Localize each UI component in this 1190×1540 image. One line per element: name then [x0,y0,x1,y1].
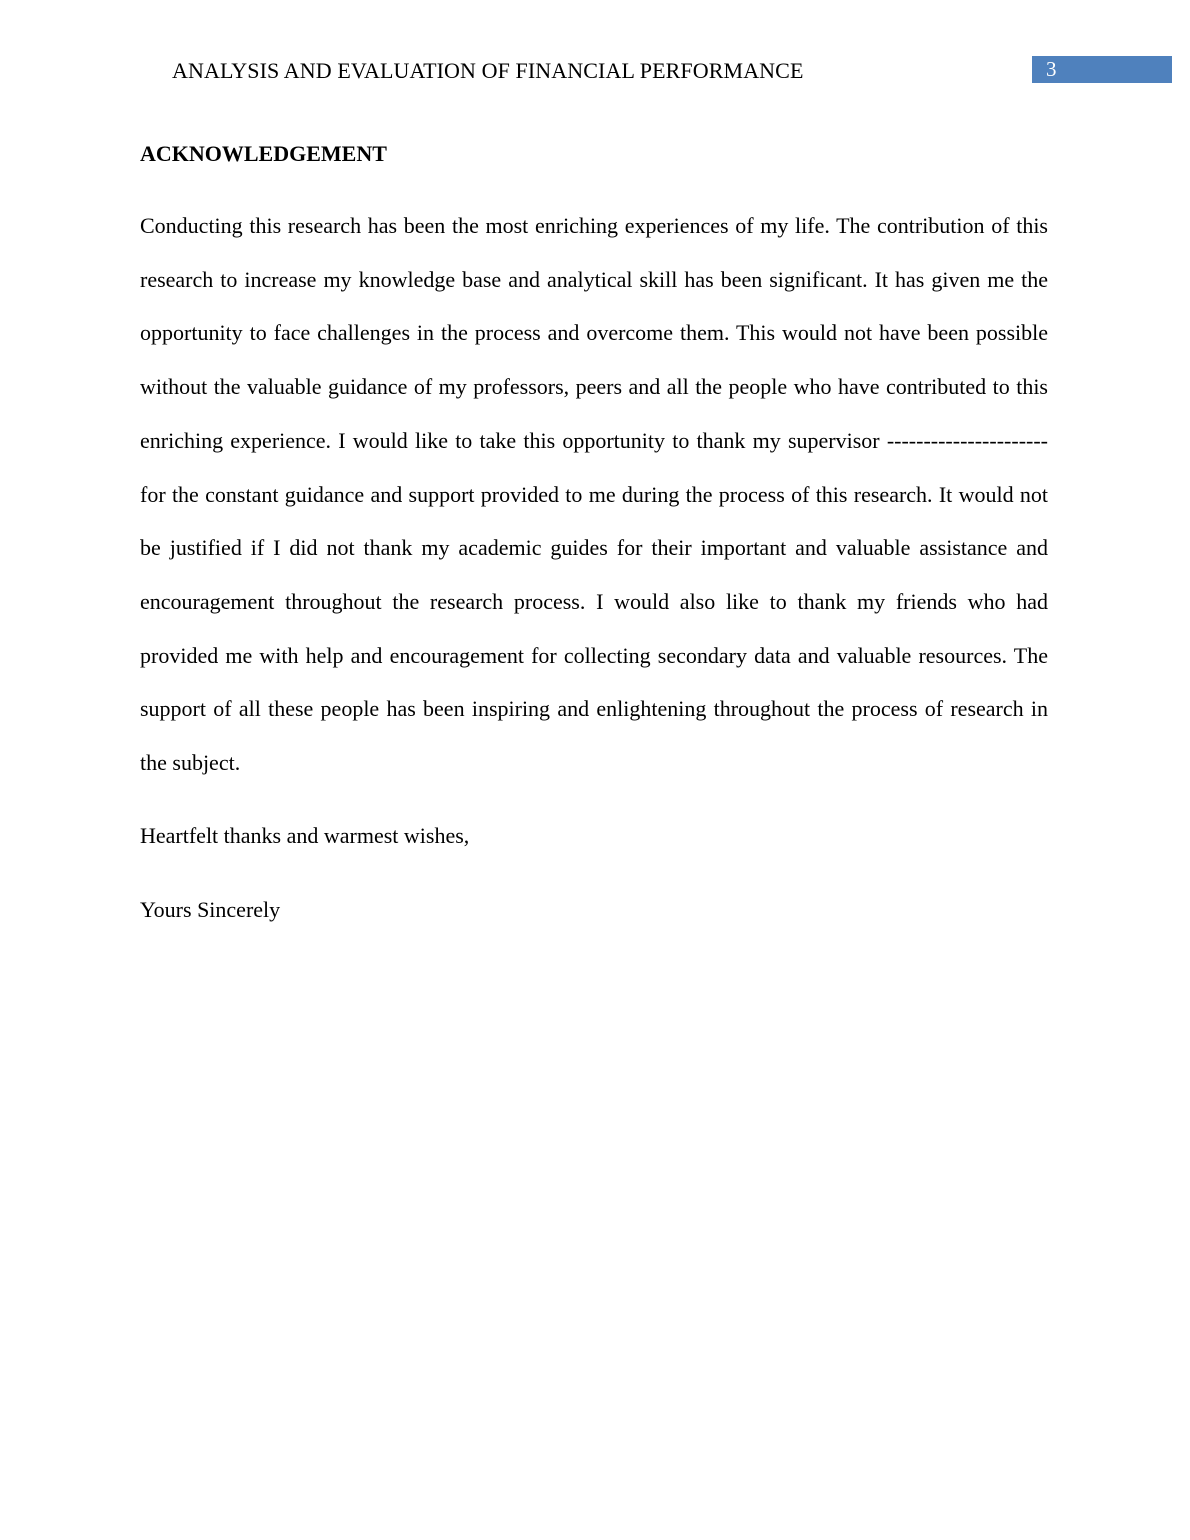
closing-line: Heartfelt thanks and warmest wishes, [140,823,470,848]
page-number: 3 [1046,57,1057,81]
acknowledgement-paragraph: Conducting this research has been the most enriching experiences of my life. The contribution of this research to increase my knowledge base and analytical skill has been significant. It has given me the opportunity to face challenges in the process and overcome them. This would not have been possible without the valuable guidance of my professors, peers and all the people who have contributed to this enriching experience. I would like to take this opportunity to thank my supervisor ---------------------- for the constant guidance and support provided to me during the process of this research. It would not be justified if I did not thank my academic guides for their important and valuable assistance and encouragement throughout the research process. I would also like to thank my friends who had provided me with help and encouragement for collecting secondary data and valuable resources. The support of all these people has been inspiring and enlightening throughout the process of research in the subject. [140,213,1048,776]
section-heading: ACKNOWLEDGEMENT [140,141,387,166]
running-header-title: ANALYSIS AND EVALUATION OF FINANCIAL PERFORMANCE [172,58,804,83]
page-number-badge [1032,56,1172,83]
signoff-line: Yours Sincerely [140,897,281,922]
